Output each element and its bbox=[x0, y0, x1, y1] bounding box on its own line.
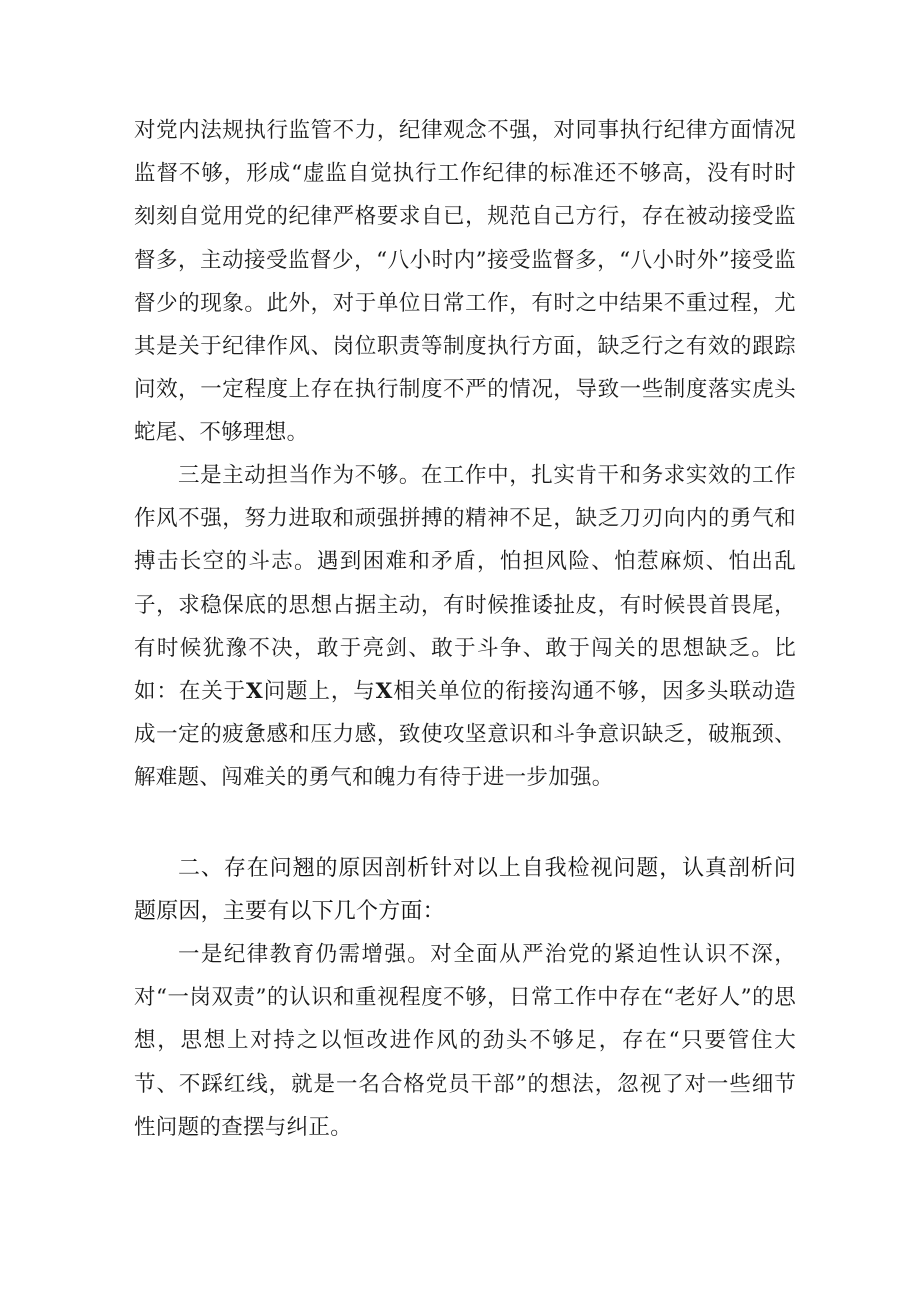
paragraph-responsibility bbox=[134, 454, 796, 800]
paragraph-responsibility-text-b: 问题上，与 bbox=[263, 679, 376, 705]
placeholder-x-first: X bbox=[246, 679, 264, 705]
paragraph-discipline-education: 一是纪律教育仍需增强。对全面从严治党的紧迫性认识不深，对“一岗双责”的认识和重视程度不够，日常工作中存在“老好人”的思想，思想上对持之以恒改进作风的劲头不够足，存在“只要管住大节、不踩红线，就是一名合格党员干部”的想法，忽视了对一些细节性问题的查摆与纠正。 bbox=[134, 942, 796, 1140]
paragraph-responsibility-text-a: 三是主动担当作为不够。在工作中，扎实肯干和务求实效的工作作风不强，努力进取和顽强拼搏的精神不足，缺乏刀刃向内的勇气和搏击长空的斗志。遇到困难和矛盾，怕担风险、怕惹麻烦、怕出乱子，求稳保底的思想占据主动，有时候推诿扯皮，有时候畏首畏尾，有时候犹豫不决，敢于亮剑、敢于斗争、敢于闯关的思想缺乏。比如：在关于 bbox=[134, 463, 796, 705]
section-heading-cause-analysis: 二、存在问翘的原因剖析针对以上自我检视问题，认真剖析问题原因，主要有以下几个方面： bbox=[134, 856, 796, 924]
paragraph-responsibility-text-c: 相关单位的衔接沟通不够，因多头联动造成一定的疲惫感和压力感，致使攻坚意识和斗争意识缺乏，破瓶颈、解难题、闯难关的勇气和魄力有待于进一步加强。 bbox=[134, 679, 796, 791]
placeholder-x-second: X bbox=[375, 679, 393, 705]
paragraph-supervision: 对党内法规执行监管不力，纪律观念不强，对同事执行纪律方面情况监督不够，形成“虚监自觉执行工作纪律的标准还不够高，没有时时刻刻自觉用党的纪律严格要求自已，规范自己方行，存在被动接受监督多，主动接受监督少，“八小时内”接受监督多，“八小时外”接受监督少的现象。此外，对于单位日常工作，有时之中结果不重过程，尤其是关于纪律作风、岗位职责等制度执行方面，缺乏行之有效的跟踪问效，一定程度上存在执行制度不严的情况，导致一些制度落实虎头蛇尾、不够理想。 bbox=[134, 118, 796, 446]
